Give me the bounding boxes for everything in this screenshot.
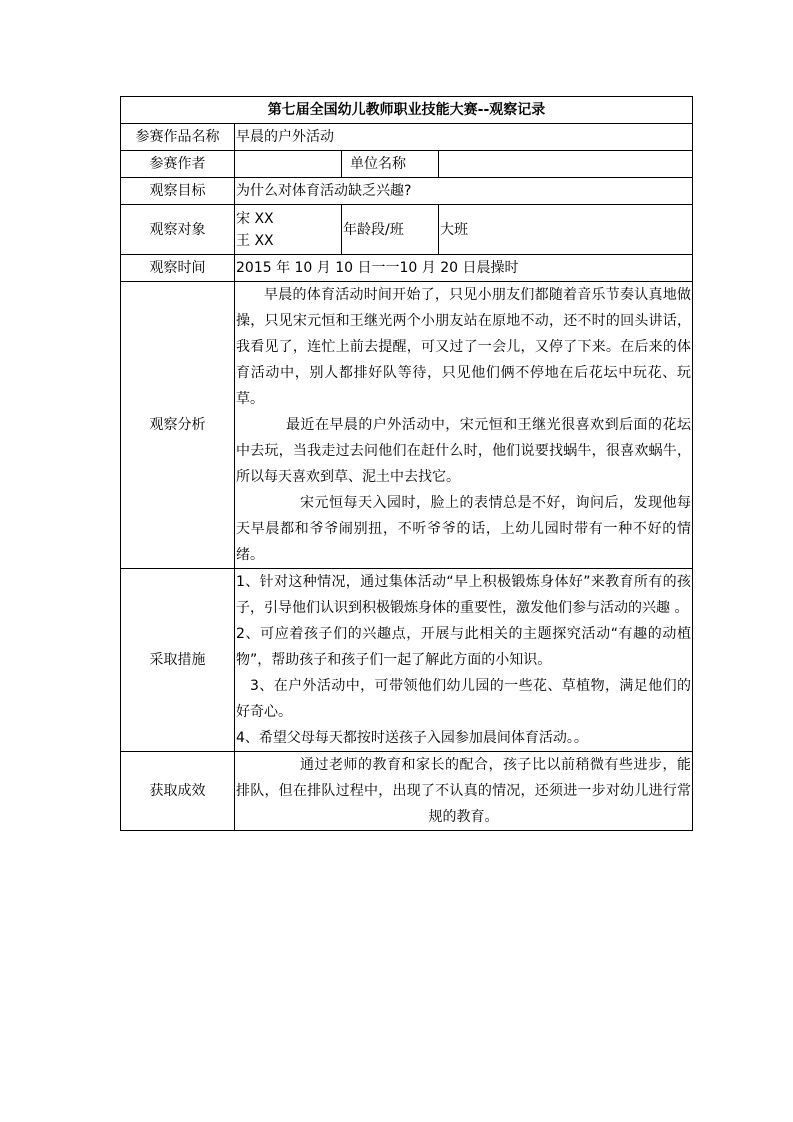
age-value: 大班 xyxy=(439,205,693,255)
subject-names xyxy=(235,205,342,255)
age-label: 年龄段/班 xyxy=(342,205,439,255)
measure-item: 1、针对这种情况，通过集体活动“早上积极锻炼身体好”来教育所有的孩子，引导他们认识到积极锻炼身体的重要性，激发他们参与活动的兴趣 。 xyxy=(236,574,691,616)
subject-name: 宋 XX xyxy=(236,210,274,227)
measure-item: 4、希望父母每天都按时送孩子入园参加晨间体育活动。。 xyxy=(236,730,588,746)
time-value: 2015 年 10 月 10 日一一10 月 20 日晨操时 xyxy=(235,255,693,282)
unit-value xyxy=(439,151,693,178)
subject-name: 王 XX xyxy=(236,232,274,249)
goal-label: 观察目标 xyxy=(121,178,235,205)
work-row xyxy=(121,124,693,151)
goal-row xyxy=(121,178,693,205)
subject-row xyxy=(121,205,693,255)
page-title: 第七届全国幼儿教师职业技能大赛--观察记录 xyxy=(121,97,693,124)
analysis-paragraph: 最近在早晨的户外活动中，宋元恒和王继光很喜欢到后面的花坛中去玩，当我走过去问他们在赶什么时，他们说要找蜗牛，很喜欢蜗牛，所以每天喜欢到草、泥土中去找它。 xyxy=(236,417,691,485)
author-row xyxy=(121,151,693,178)
results-text: 通过老师的教育和家长的配合，孩子比以前稍微有些进步，能排队，但在排队过程中，出现了不认真的情况，还须进一步对幼儿进行常规的教育。 xyxy=(236,757,691,825)
measure-item: 2、可应着孩子们的兴趣点，开展与此相关的主题探究活动“有趣的动植物”，帮助孩子和孩子们一起了解此方面的小知识。 xyxy=(236,626,691,668)
author-label: 参赛作者 xyxy=(121,151,235,178)
subject-label: 观察对象 xyxy=(121,205,235,255)
measures-content xyxy=(235,569,693,752)
analysis-label: 观察分析 xyxy=(121,282,235,569)
time-row xyxy=(121,255,693,282)
measures-label: 采取措施 xyxy=(121,569,235,752)
goal-value: 为什么对体育活动缺乏兴趣? xyxy=(235,178,693,205)
unit-label: 单位名称 xyxy=(342,151,439,178)
measures-row xyxy=(121,569,693,752)
analysis-row xyxy=(121,282,693,569)
work-label: 参赛作品名称 xyxy=(121,124,235,151)
work-value: 早晨的户外活动 xyxy=(235,124,693,151)
analysis-paragraph: 宋元恒每天入园时，脸上的表情总是不好，询问后，发现他每天早晨都和爷爷闹别扭，不听爷爷的话，上幼儿园时带有一种不好的情绪。 xyxy=(236,495,691,563)
analysis-paragraph: 早晨的体育活动时间开始了，只见小朋友们都随着音乐节奏认真地做操，只见宋元恒和王继光两个小朋友站在原地不动，还不时的回头讲话，我看见了，连忙上前去提醒，可又过了一会儿，又停了下来。在后来的体育活动中，别人都排好队等待，只见他们俩不停地在后花坛中玩花、玩草。 xyxy=(236,287,691,407)
time-label: 观察时间 xyxy=(121,255,235,282)
measure-item: 3、在户外活动中，可带领他们幼儿园的一些花、草植物，满足他们的好奇心。 xyxy=(236,678,691,720)
analysis-content xyxy=(235,282,693,569)
title-row xyxy=(121,97,693,124)
observation-record-table xyxy=(120,96,693,831)
results-content xyxy=(235,752,693,831)
author-value xyxy=(235,151,342,178)
results-label: 获取成效 xyxy=(121,752,235,831)
results-row xyxy=(121,752,693,831)
